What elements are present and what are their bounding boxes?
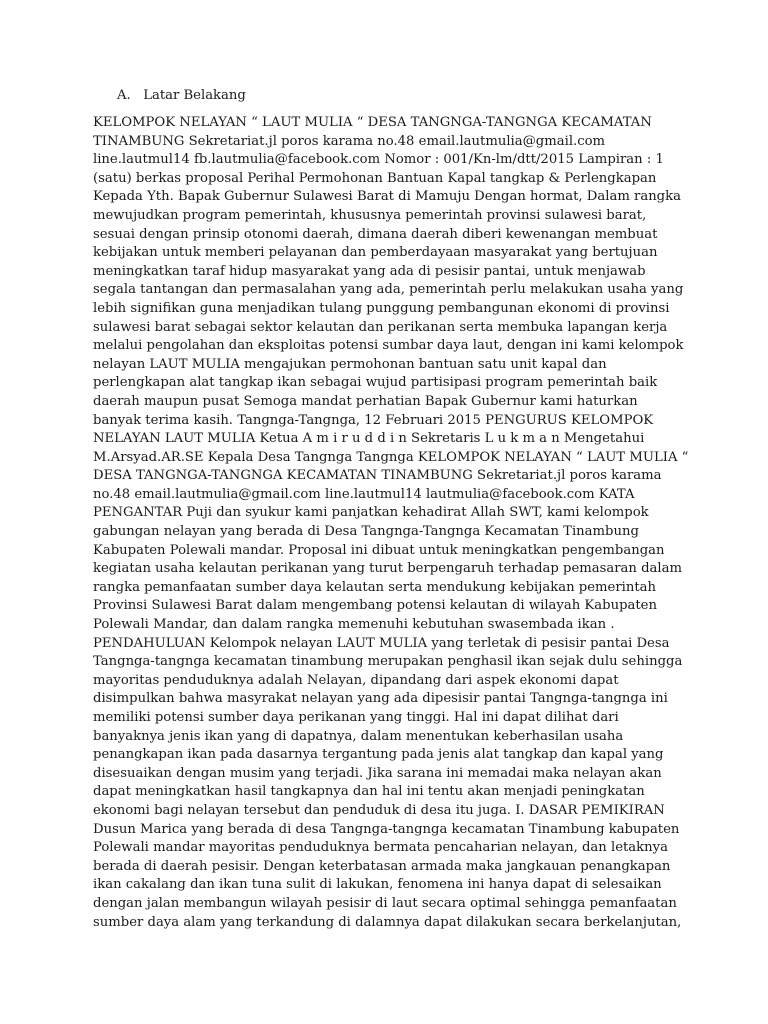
text-line: dapat meningkatkan hasil tangkapnya dan hal ini tentu akan menjadi peningkatan (93, 784, 645, 800)
section-marker: A. (117, 88, 131, 103)
text-line: sesuai dengan prinsip otonomi daerah, dimana daerah diberi kewenangan membuat (93, 226, 658, 242)
text-line: melalui pengolahan dan eksploitas potensi sumbar daya laut, dengan ini kami kelompok (93, 338, 684, 354)
text-line: penangkapan ikan pada dasarnya tergantung pada jenis alat tangkap dan kapal yang (93, 747, 664, 763)
section-title: Latar Belakang (143, 88, 246, 103)
text-line: daerah maupun pusat Semoga mandat perhatian Bapak Gubernur kami haturkan (93, 393, 638, 409)
text-line: Provinsi Sulawesi Barat dalam mengembang potensi kelautan di wilayah Kabupaten (93, 598, 657, 614)
text-line: no.48 email.lautmulia@gmail.com line.lautmul14 lautmulia@facebook.com KATA (93, 486, 635, 502)
text-line: Kepada Yth. Bapak Gubernur Sulawesi Barat di Mamuju Dengan hormat, Dalam rangka (93, 189, 681, 205)
text-line: sumber daya alam yang terkandung di dalamnya dapat dilakukan secara berkelanjutan, (93, 914, 682, 930)
text-line: Tangnga-tangnga kecamatan tinambung merupakan penghasil ikan sejak dulu sehingga (93, 654, 683, 670)
text-line: nelayan LAUT MULIA mengajukan permohonan bantuan satu unit kapal dan (93, 356, 607, 372)
text-line: (satu) berkas proposal Perihal Permohonan Bantuan Kapal tangkap & Perlengkapan (93, 170, 657, 186)
text-line: rangka pemanfaatan sumber daya kelautan serta mendukung kebijakan pemerintah (93, 579, 656, 595)
text-line: DESA TANGNGA-TANGNGA KECAMATAN TINAMBUNG Sekretariat.jl poros karama (93, 468, 662, 484)
text-line: memiliki potensi sumber daya perikanan yang tinggi. Hal ini dapat dilihat dari (93, 710, 619, 725)
text-line: gabungan nelayan yang berada di Desa Tangnga-Tangnga Kecamatan Tinambung (93, 524, 639, 540)
text-line: KELOMPOK NELAYAN “ LAUT MULIA “ DESA TANGNGA-TANGNGA KECAMATAN (93, 115, 652, 130)
text-line: Dusun Marica yang berada di desa Tangnga-tangnga kecamatan Tinambung kabupaten (93, 821, 680, 837)
text-line: disesuaikan dengan musim yang terjadi. Jika sarana ini memadai maka nelayan akan (93, 765, 662, 781)
text-line: berada di daerah pesisir. Dengan keterbatasan armada maka jangkauan penangkapan (93, 858, 671, 874)
body-paragraph (93, 114, 693, 932)
text-line: segala tantangan dan permasalahan yang ada, pemerintah perlu melakukan usaha yang (93, 282, 684, 298)
text-line: PENGANTAR Puji dan syukur kami panjatkan kehadirat Allah SWT, kami kelompok (93, 505, 649, 521)
text-line: M.Arsyad.AR.SE Kepala Desa Tangnga Tangnga KELOMPOK NELAYAN “ LAUT MULIA “ (93, 449, 689, 465)
text-line: Kabupaten Polewali mandar. Proposal ini dibuat untuk meningkatkan pengembangan (93, 542, 665, 558)
text-line: banyak terima kasih. Tangnga-Tangnga, 12 Februari 2015 PENGURUS KELOMPOK (93, 412, 654, 428)
text-line: ikan cakalang dan ikan tuna sulit di lakukan, fenomena ini hanya dapat di selesaikan (93, 877, 662, 893)
text-line: dengan jalan membangun wilayah pesisir di laut secara optimal sehingga pemanfaatan (93, 895, 677, 911)
text-line: banyaknya jenis ikan yang di dapatnya, dalam menentukan keberhasilan usaha (93, 728, 624, 744)
text-line: mewujudkan program pemerintah, khususnya pemerintah provinsi sulawesi barat, (93, 207, 647, 223)
text-line: Polewali mandar mayoritas penduduknya bermata pencaharian nelayan, dan letaknya (93, 840, 668, 856)
text-line: line.lautmul14 fb.lautmulia@facebook.com Nomor : 001/Kn-lm/dtt/2015 Lampiran : 1 (93, 152, 664, 168)
text-line: Polewali Mandar, dan dalam rangka memenuhi kebutuhan swasembada ikan . (93, 617, 615, 633)
text-line: kegiatan usaha kelautan perikanan yang turut berpengaruh terhadap pemasaran dalam (93, 561, 682, 577)
text-line: PENDAHULUAN Kelompok nelayan LAUT MULIA yang terletak di pesisir pantai Desa (93, 635, 670, 651)
text-line: perlengkapan alat tangkap ikan sebagai wujud partisipasi program pemerintah baik (93, 375, 658, 391)
section-heading (117, 88, 246, 103)
text-line: TINAMBUNG Sekretariat.jl poros karama no.48 email.lautmulia@gmail.com (93, 133, 606, 149)
text-line: ekonomi bagi nelayan tersebut dan penduduk di desa itu juga. I. DASAR PEMIKIRAN (93, 802, 665, 818)
text-line: lebih signifikan guna menjadikan tulang punggung pembangunan ekonomi di provinsi (93, 300, 670, 316)
text-line: mayoritas penduduknya adalah Nelayan, dipandang dari aspek ekonomi dapat (93, 672, 619, 688)
text-line: sulawesi barat sebagai sektor kelautan dan perikanan serta membuka lapangan kerja (93, 319, 668, 335)
text-line: kebijakan untuk memberi pelayanan dan pemberdayaan masyarakat yang bertujuan (93, 245, 658, 261)
text-line: disimpulkan bahwa masyrakat nelayan yang ada dipesisir pantai Tangnga-tangnga ini (93, 691, 668, 707)
text-line: meningkatkan taraf hidup masyarakat yang ada di pesisir pantai, untuk menjawab (93, 263, 646, 279)
text-line: NELAYAN LAUT MULIA Ketua A m i r u d d i n Sekretaris L u k m a n Mengetahui (93, 431, 645, 447)
